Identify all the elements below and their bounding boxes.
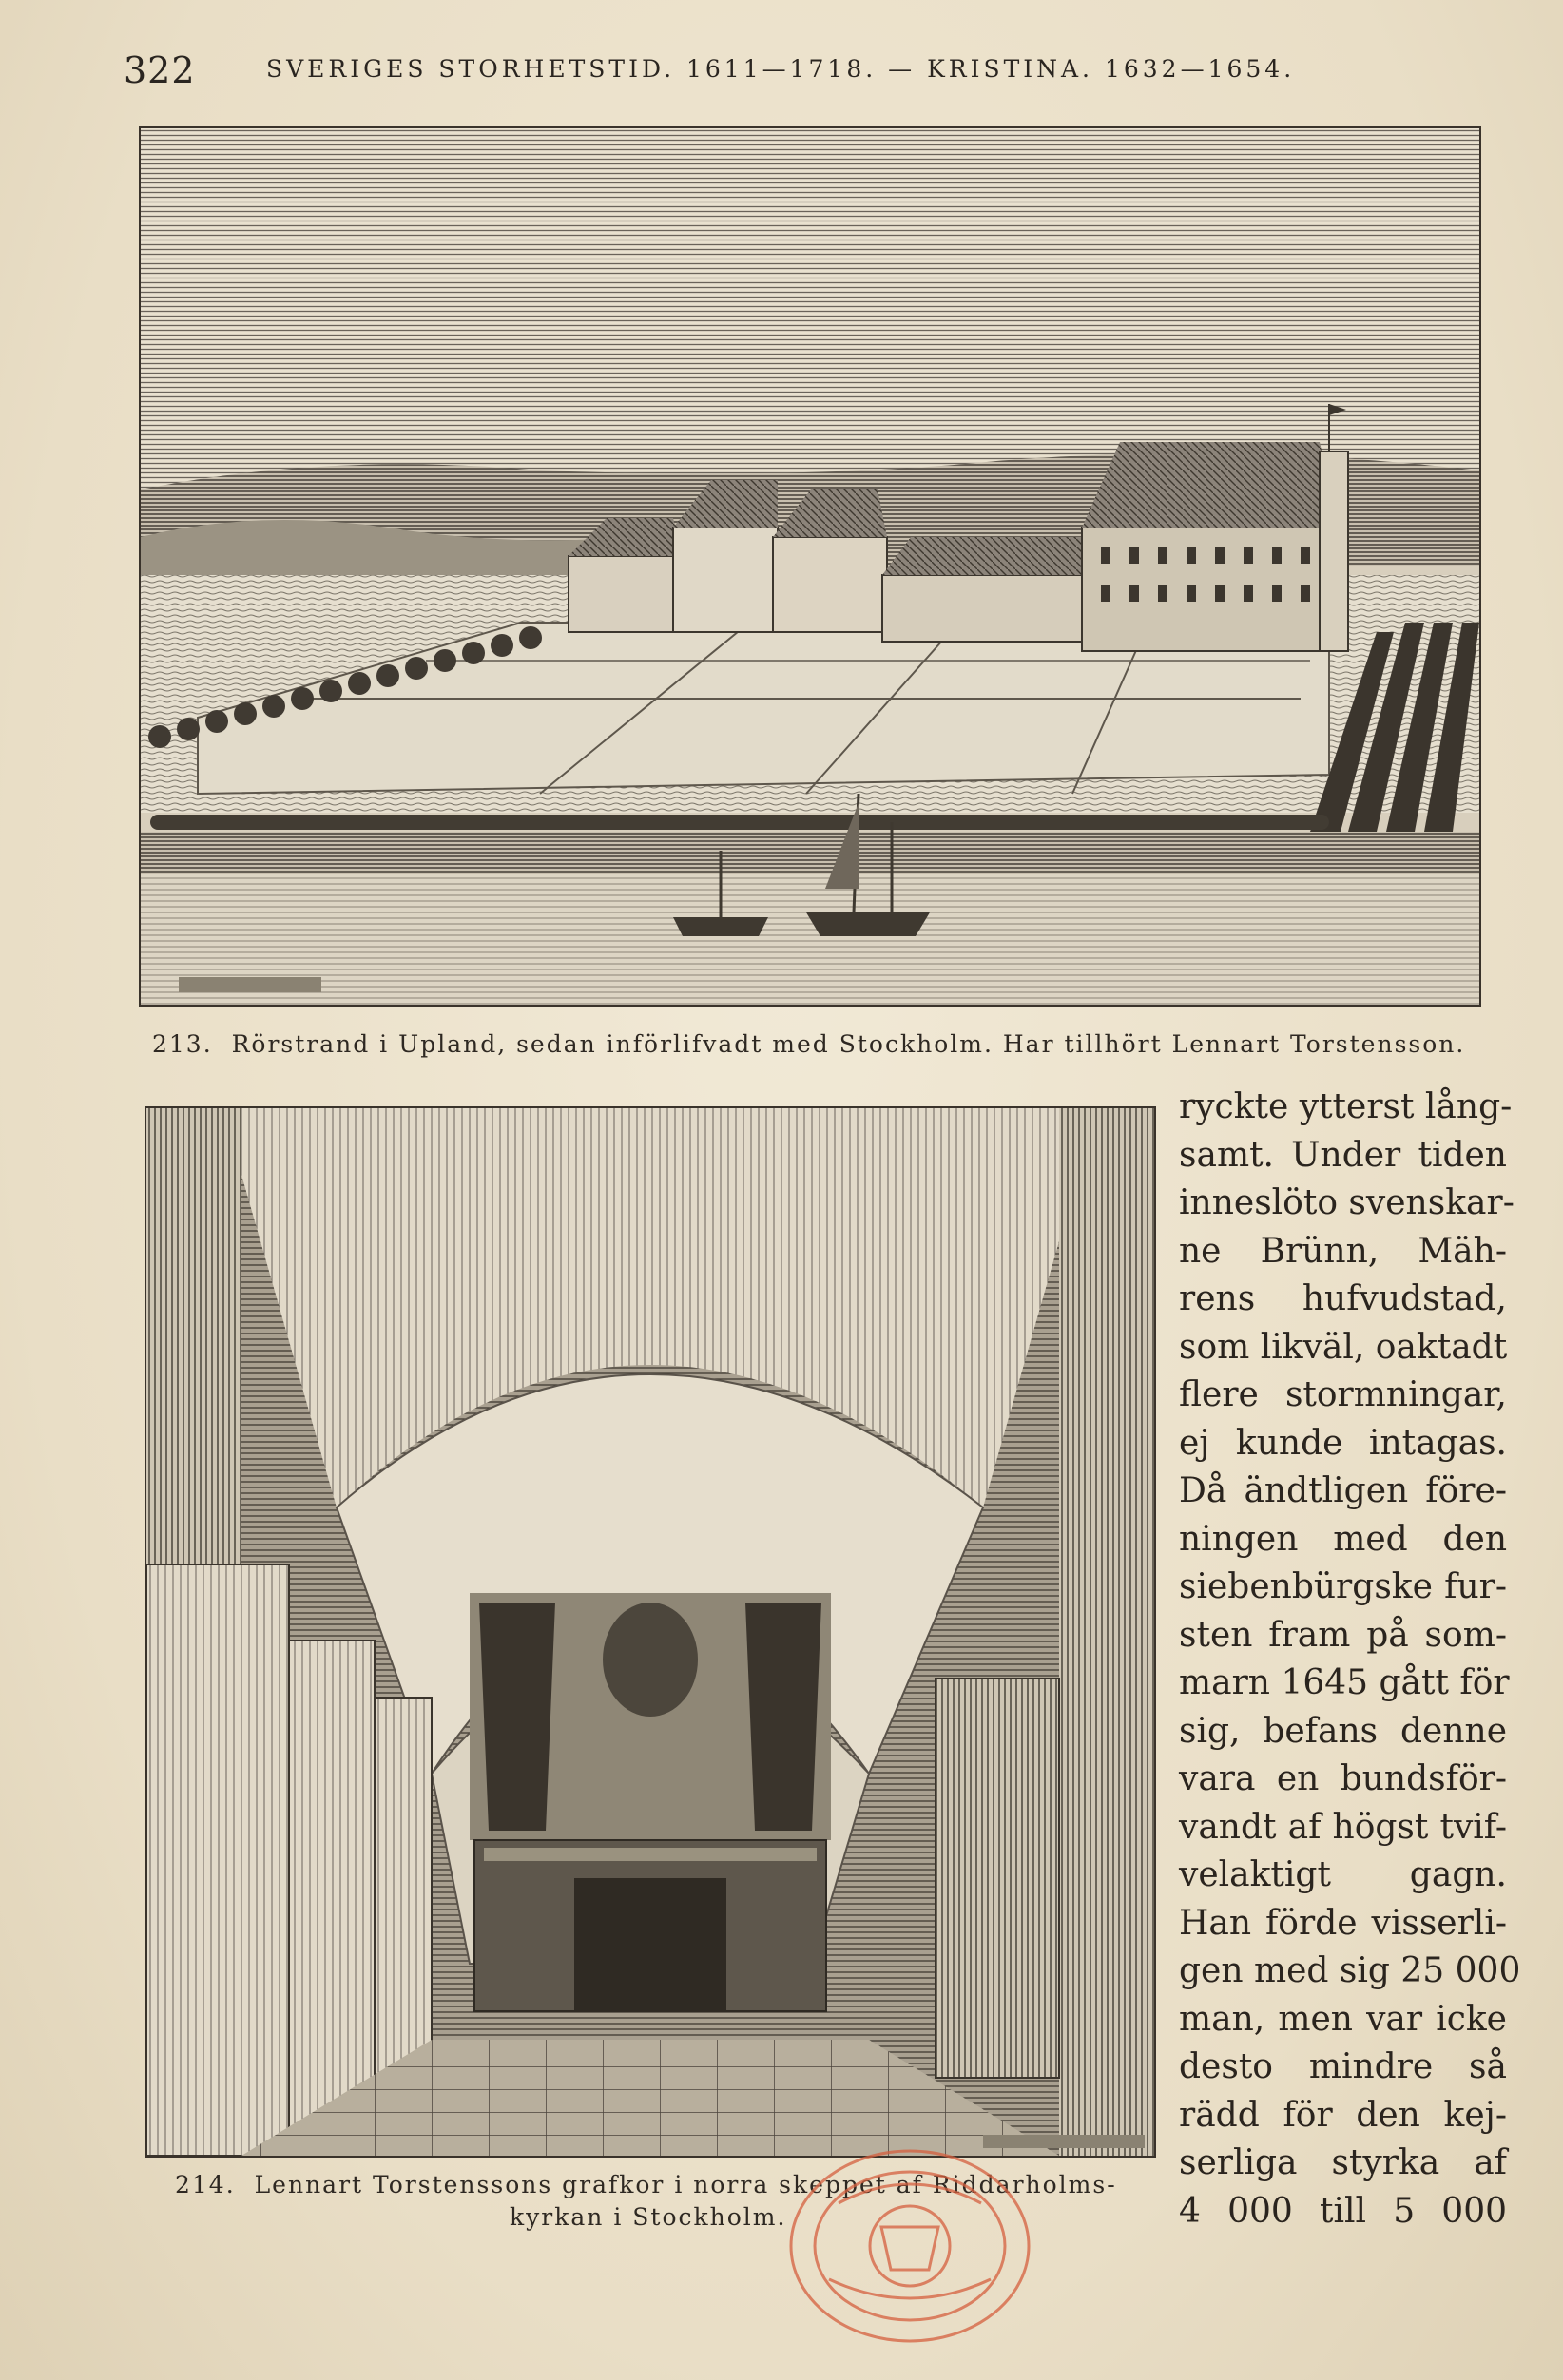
text-line: 4 000 till 5 000 xyxy=(1179,2191,1507,2231)
figure-214-engraving xyxy=(145,1106,1156,2158)
page-number: 322 xyxy=(124,49,196,91)
running-head xyxy=(124,49,1474,97)
figure-214-number: 214. xyxy=(175,2171,236,2198)
text-line: rädd för den kej- xyxy=(1179,2095,1507,2135)
church-interior-illustration xyxy=(146,1108,1154,2156)
figure-214-text-line1: Lennart Torstenssons grafkor i norra skeppet af Riddarholms- xyxy=(254,2171,1117,2198)
text-line: serliga styrka af xyxy=(1179,2143,1507,2182)
text-line: ryckte ytterst lång- xyxy=(1179,1087,1513,1126)
figure-213-number: 213. xyxy=(152,1030,213,1058)
text-line: ne Brünn, Mäh- xyxy=(1179,1231,1507,1271)
body-text-column xyxy=(1179,1084,1521,2236)
text-line: gen med sig 25 000 xyxy=(1179,1951,1521,1990)
figure-213-engraving xyxy=(139,126,1481,1007)
text-line: siebenbürgske fur- xyxy=(1179,1567,1507,1606)
figure-213-text: Rörstrand i Upland, sedan införlifvadt med Stockholm. Har tillhört Lennart Torstensson. xyxy=(231,1030,1466,1058)
text-line: vara en bundsför- xyxy=(1179,1759,1507,1798)
text-line: sig, befans denne xyxy=(1179,1711,1507,1751)
figure-214-caption-line2: kyrkan i Stockholm. xyxy=(510,2203,787,2231)
text-line: marn 1645 gått för xyxy=(1179,1663,1510,1702)
text-line: man, men var icke xyxy=(1179,1999,1507,2039)
running-title: SVERIGES STORHETSTID. 1611—1718. — KRISTINA. 1632—1654. xyxy=(266,55,1296,83)
library-stamp-icon xyxy=(772,2137,1048,2355)
text-line: rens hufvudstad, xyxy=(1179,1279,1507,1318)
text-line: Då ändtligen före- xyxy=(1179,1471,1507,1510)
rorstrand-illustration xyxy=(141,128,1479,1005)
text-line: sten fram på som- xyxy=(1179,1615,1507,1655)
text-line: velaktigt gagn. xyxy=(1179,1855,1507,1894)
text-line: desto mindre så xyxy=(1179,2047,1507,2086)
text-line: som likväl, oaktadt xyxy=(1179,1327,1508,1367)
text-line: ej kunde intagas. xyxy=(1179,1423,1507,1463)
text-line: Han förde visserli- xyxy=(1179,1903,1507,1943)
tomb-monument xyxy=(470,1593,831,2011)
text-line: vandt af högst tvif- xyxy=(1179,1807,1507,1847)
text-line: flere stormningar, xyxy=(1179,1375,1507,1414)
text-line: inneslöto svenskar- xyxy=(1179,1183,1515,1222)
text-line: ningen med den xyxy=(1179,1519,1507,1559)
figure-213-caption xyxy=(152,1030,1465,1058)
text-line: samt. Under tiden xyxy=(1179,1135,1507,1175)
